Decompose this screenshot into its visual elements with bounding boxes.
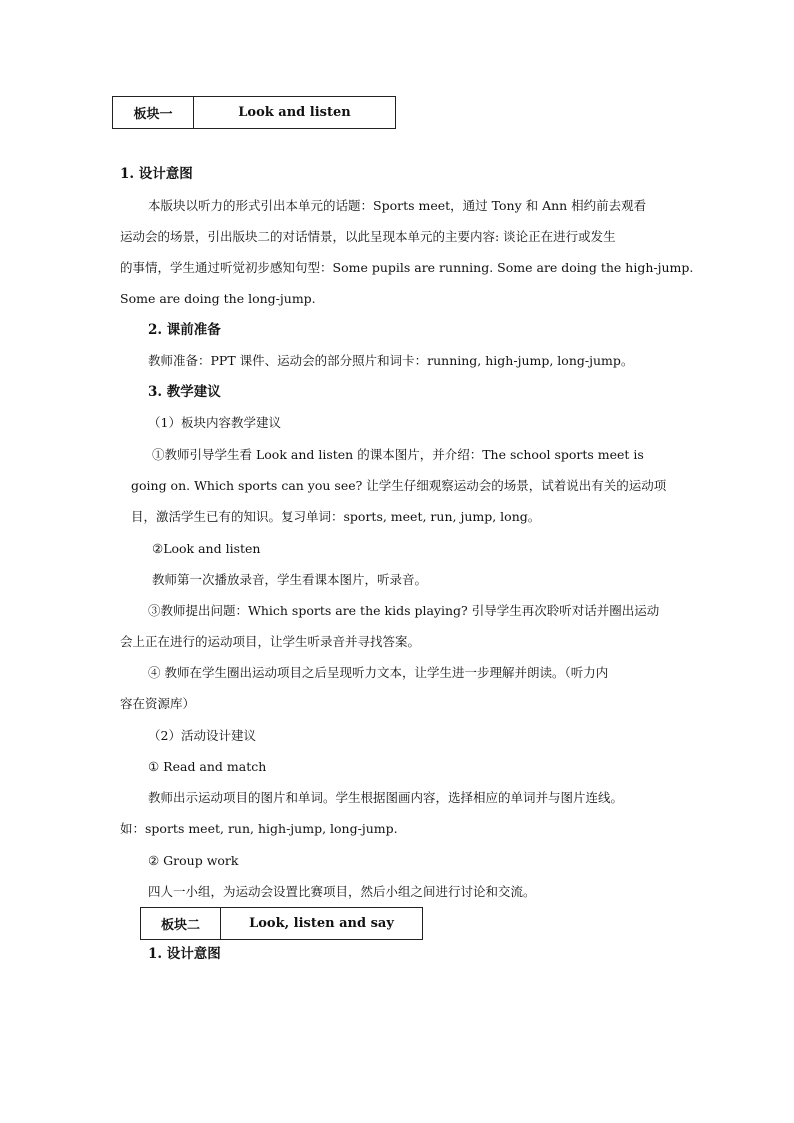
section3-item4-line1: ④ 教师在学生圈出运动项目之后呈现听力文本，让学生进一步理解并朗读。（听力内 (148, 665, 609, 680)
section3-item2-paragraph: 教师第一次播放录音，学生看课本图片，听录音。 (152, 572, 428, 587)
section3-subheading-1: （1）板块内容教学建议 (148, 415, 281, 430)
module1-header-table (112, 96, 396, 129)
section3-item4-line2: 容在资源库） (120, 696, 196, 711)
section1-paragraph-line3: 的事情，学生通过听觉初步感知句型：Some pupils are running. Some are doing the high-jump. (120, 260, 694, 275)
activity1-line2: 如：sports meet, run, high-jump, long-jump. (120, 821, 398, 836)
module1-title: Look and listen (194, 97, 396, 129)
module2-section1-heading: 1. 设计意图 (148, 946, 221, 962)
module1-label: 板块一 (113, 97, 194, 129)
activity2-title: ② Group work (148, 853, 239, 868)
activity1-line1: 教师出示运动项目的图片和单词。学生根据图画内容，选择相应的单词并与图片连线。 (148, 790, 624, 805)
section2-paragraph: 教师准备：PPT 课件、运动会的部分照片和词卡：running, high-jump, long-jump。 (148, 353, 634, 368)
section1-paragraph-line2: 运动会的场景，引出版块二的对话情景，以此呈现本单元的主要内容: 谈论正在进行或发生 (120, 229, 616, 244)
section3-subheading-2: （2）活动设计建议 (148, 728, 256, 743)
module2-label: 板块二 (141, 908, 221, 940)
section3-item1-line2: going on. Which sports can you see? 让学生仔细观察运动会的场景，试着说出有关的运动项 (131, 478, 667, 493)
activity2-line1: 四人一小组，为运动会设置比赛项目，然后小组之间进行讨论和交流。 (148, 884, 536, 899)
section3-item3-line1: ③教师提出问题：Which sports are the kids playing? 引导学生再次聆听对话并圈出运动 (148, 603, 660, 618)
section1-paragraph-line1: 本版块以听力的形式引出本单元的话题：Sports meet，通过 Tony 和 Ann 相约前去观看 (148, 198, 647, 213)
section3-item1-line1: ①教师引导学生看 Look and listen 的课本图片，并介绍：The school sports meet is (152, 447, 644, 462)
module2-title: Look, listen and say (221, 908, 423, 940)
section3-item1-line3: 目，激活学生已有的知识。复习单词：sports, meet, run, jump, long。 (131, 509, 541, 524)
activity1-title: ① Read and match (148, 759, 267, 774)
module2-header-table (140, 907, 423, 940)
section3-item3-line2: 会上正在进行的运动项目，让学生听录音并寻找答案。 (120, 634, 421, 649)
section3-item2-title: ②Look and listen (152, 541, 261, 556)
section3-heading: 3. 教学建议 (148, 384, 221, 400)
section1-heading: 1. 设计意图 (120, 166, 193, 182)
section2-heading: 2. 课前准备 (148, 322, 221, 338)
section1-paragraph-line4: Some are doing the long-jump. (120, 291, 316, 306)
